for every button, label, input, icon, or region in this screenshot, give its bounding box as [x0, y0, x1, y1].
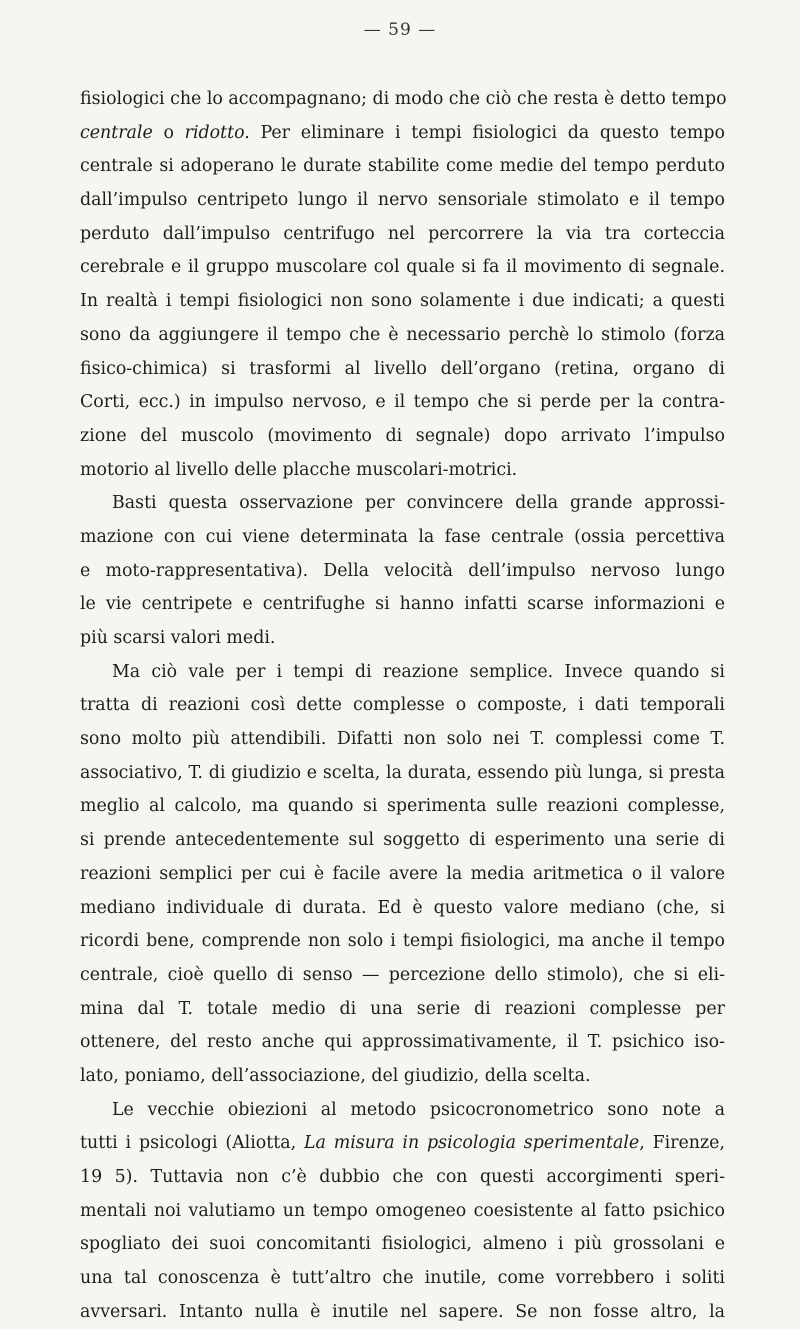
text-segment: o: [152, 122, 185, 143]
italic-text: centrale: [80, 122, 153, 143]
text-line: [80, 420, 725, 454]
text-line: [80, 656, 725, 690]
text-line: [80, 1228, 725, 1262]
text-segment: Corti, ecc.) in impulso nervoso, e il tempo che si perde per la contra-: [80, 392, 725, 413]
text-segment: Ma ciò vale per i tempi di reazione semplice. Invece quando si: [112, 661, 725, 682]
text-segment: Per eliminare i tempi fisiologici da questo tempo: [249, 122, 725, 143]
text-segment: dall’impulso centripeto lungo il nervo sensoriale stimolato e il tempo: [80, 190, 725, 211]
text-segment: ricordi bene, comprende non solo i tempi fisiologici, ma anche il tempo: [80, 931, 725, 952]
text-segment: In realtà i tempi fisiologici non sono solamente i due indicati; a questi: [80, 291, 725, 312]
text-segment: Basti questa osservazione per convincere della grande approssi-: [112, 493, 725, 514]
text-line: [80, 83, 725, 117]
text-segment: tratta di reazioni così dette complesse o composte, i dati temporali: [80, 695, 725, 716]
text-line: [80, 386, 725, 420]
text-segment: lato, poniamo, dell’associazione, del giudizio, della scelta.: [80, 1065, 591, 1086]
text-segment: tutti i psicologi (Aliotta,: [80, 1133, 304, 1154]
text-segment: una tal conoscenza è tutt’altro che inutile, come vorrebbero i soliti: [80, 1268, 725, 1289]
text-segment: le vie centripete e centrifughe si hanno infatti scarse informazioni e: [80, 594, 725, 615]
text-line: [80, 925, 725, 959]
text-segment: avversari. Intanto nulla è inutile nel sapere. Se non fosse altro, la: [80, 1301, 725, 1322]
text-segment: fisiologici che lo accompagnano; di modo che ciò che resta è detto tempo: [80, 89, 727, 109]
text-segment: più scarsi valori medi.: [80, 628, 276, 648]
text-segment: , Firenze,: [639, 1133, 725, 1154]
text-line: [80, 622, 725, 656]
text-segment: mina dal T. totale medio di una serie di reazioni complesse per: [80, 998, 725, 1019]
text-segment: associativo, T. di giudizio e scelta, la durata, essendo più lunga, si presta: [80, 762, 725, 783]
paragraph: [80, 487, 725, 655]
italic-text: ridotto.: [184, 122, 250, 143]
text-line: [80, 588, 725, 622]
text-segment: spogliato dei suoi concomitanti fisiologici, almeno i più grossolani e: [80, 1234, 725, 1255]
text-line: [80, 487, 725, 521]
text-line: [80, 892, 725, 926]
paragraph: [80, 656, 725, 1094]
text-line: [80, 723, 725, 757]
text-line: [80, 1094, 725, 1128]
text-line: [80, 824, 725, 858]
text-line: [80, 285, 725, 319]
paragraph: [80, 83, 725, 487]
text-line: [80, 757, 725, 791]
text-line: [80, 555, 725, 589]
text-line: [80, 218, 725, 252]
text-segment: sono molto più attendibili. Difatti non solo nei T. complessi come T.: [80, 729, 725, 750]
text-segment: zione del muscolo (movimento di segnale) dopo arrivato l’impulso: [80, 425, 725, 446]
text-line: [80, 959, 725, 993]
text-segment: 19 5). Tuttavia non c’è dubbio che con questi accorgimenti speri-: [80, 1167, 725, 1187]
text-line: [80, 251, 725, 285]
text-line: [80, 858, 725, 892]
text-segment: centrale si adoperano le durate stabilite come medie del tempo perduto: [80, 156, 725, 177]
text-line: [80, 1127, 725, 1161]
italic-text: La misura in psicologia sperimentale: [303, 1133, 640, 1154]
text-line: [80, 790, 725, 824]
text-line: [80, 319, 725, 353]
text-line: [80, 521, 725, 555]
text-segment: mazione con cui viene determinata la fase centrale (ossia percettiva: [80, 526, 725, 547]
text-line: [80, 1262, 725, 1296]
text-segment: motorio al livello delle placche muscolari-motrici.: [80, 459, 518, 480]
text-segment: Le vecchie obiezioni al metodo psicocronometrico sono note a: [112, 1099, 725, 1120]
text-segment: ottenere, del resto anche qui approssimativamente, il T. psichico iso-: [80, 1032, 725, 1053]
text-line: [80, 993, 725, 1027]
page-number: — 59 —: [363, 20, 437, 40]
text-segment: fisico-chimica) si trasformi al livello dell’organo (retina, organo di: [80, 358, 725, 379]
text-line: [80, 1195, 725, 1229]
paragraph: [80, 1094, 725, 1329]
text-line: [80, 117, 725, 151]
text-segment: sono da aggiungere il tempo che è necessario perchè lo stimolo (forza: [80, 324, 725, 345]
text-segment: cerebrale e il gruppo muscolare col quale si fa il movimento di segnale.: [80, 257, 725, 278]
text-line: [80, 1161, 725, 1195]
text-line: [80, 353, 725, 387]
text-line: [80, 150, 725, 184]
text-segment: centrale, cioè quello di senso — percezione dello stimolo), che si eli-: [80, 964, 725, 985]
text-segment: mentali noi valutiamo un tempo omogeneo coesistente al fatto psichico: [80, 1200, 725, 1221]
text-line: [80, 184, 725, 218]
text-line: [80, 689, 725, 723]
text-segment: e moto-rappresentativa). Della velocità dell’impulso nervoso lungo: [80, 560, 725, 581]
text-segment: si prende antecedentemente sul soggetto di esperimento una serie di: [80, 830, 725, 851]
text-line: [80, 1060, 725, 1094]
text-line: [80, 454, 725, 488]
text-segment: meglio al calcolo, ma quando si sperimenta sulle reazioni complesse,: [80, 796, 725, 817]
text-segment: mediano individuale di durata. Ed è questo valore mediano (che, si: [80, 897, 725, 918]
body-text: [80, 83, 725, 1329]
text-line: [80, 1026, 725, 1060]
text-segment: reazioni semplici per cui è facile avere la media aritmetica o il valore: [80, 863, 725, 884]
text-line: [80, 1296, 725, 1329]
text-segment: perduto dall’impulso centrifugo nel percorrere la via tra corteccia: [80, 223, 725, 244]
